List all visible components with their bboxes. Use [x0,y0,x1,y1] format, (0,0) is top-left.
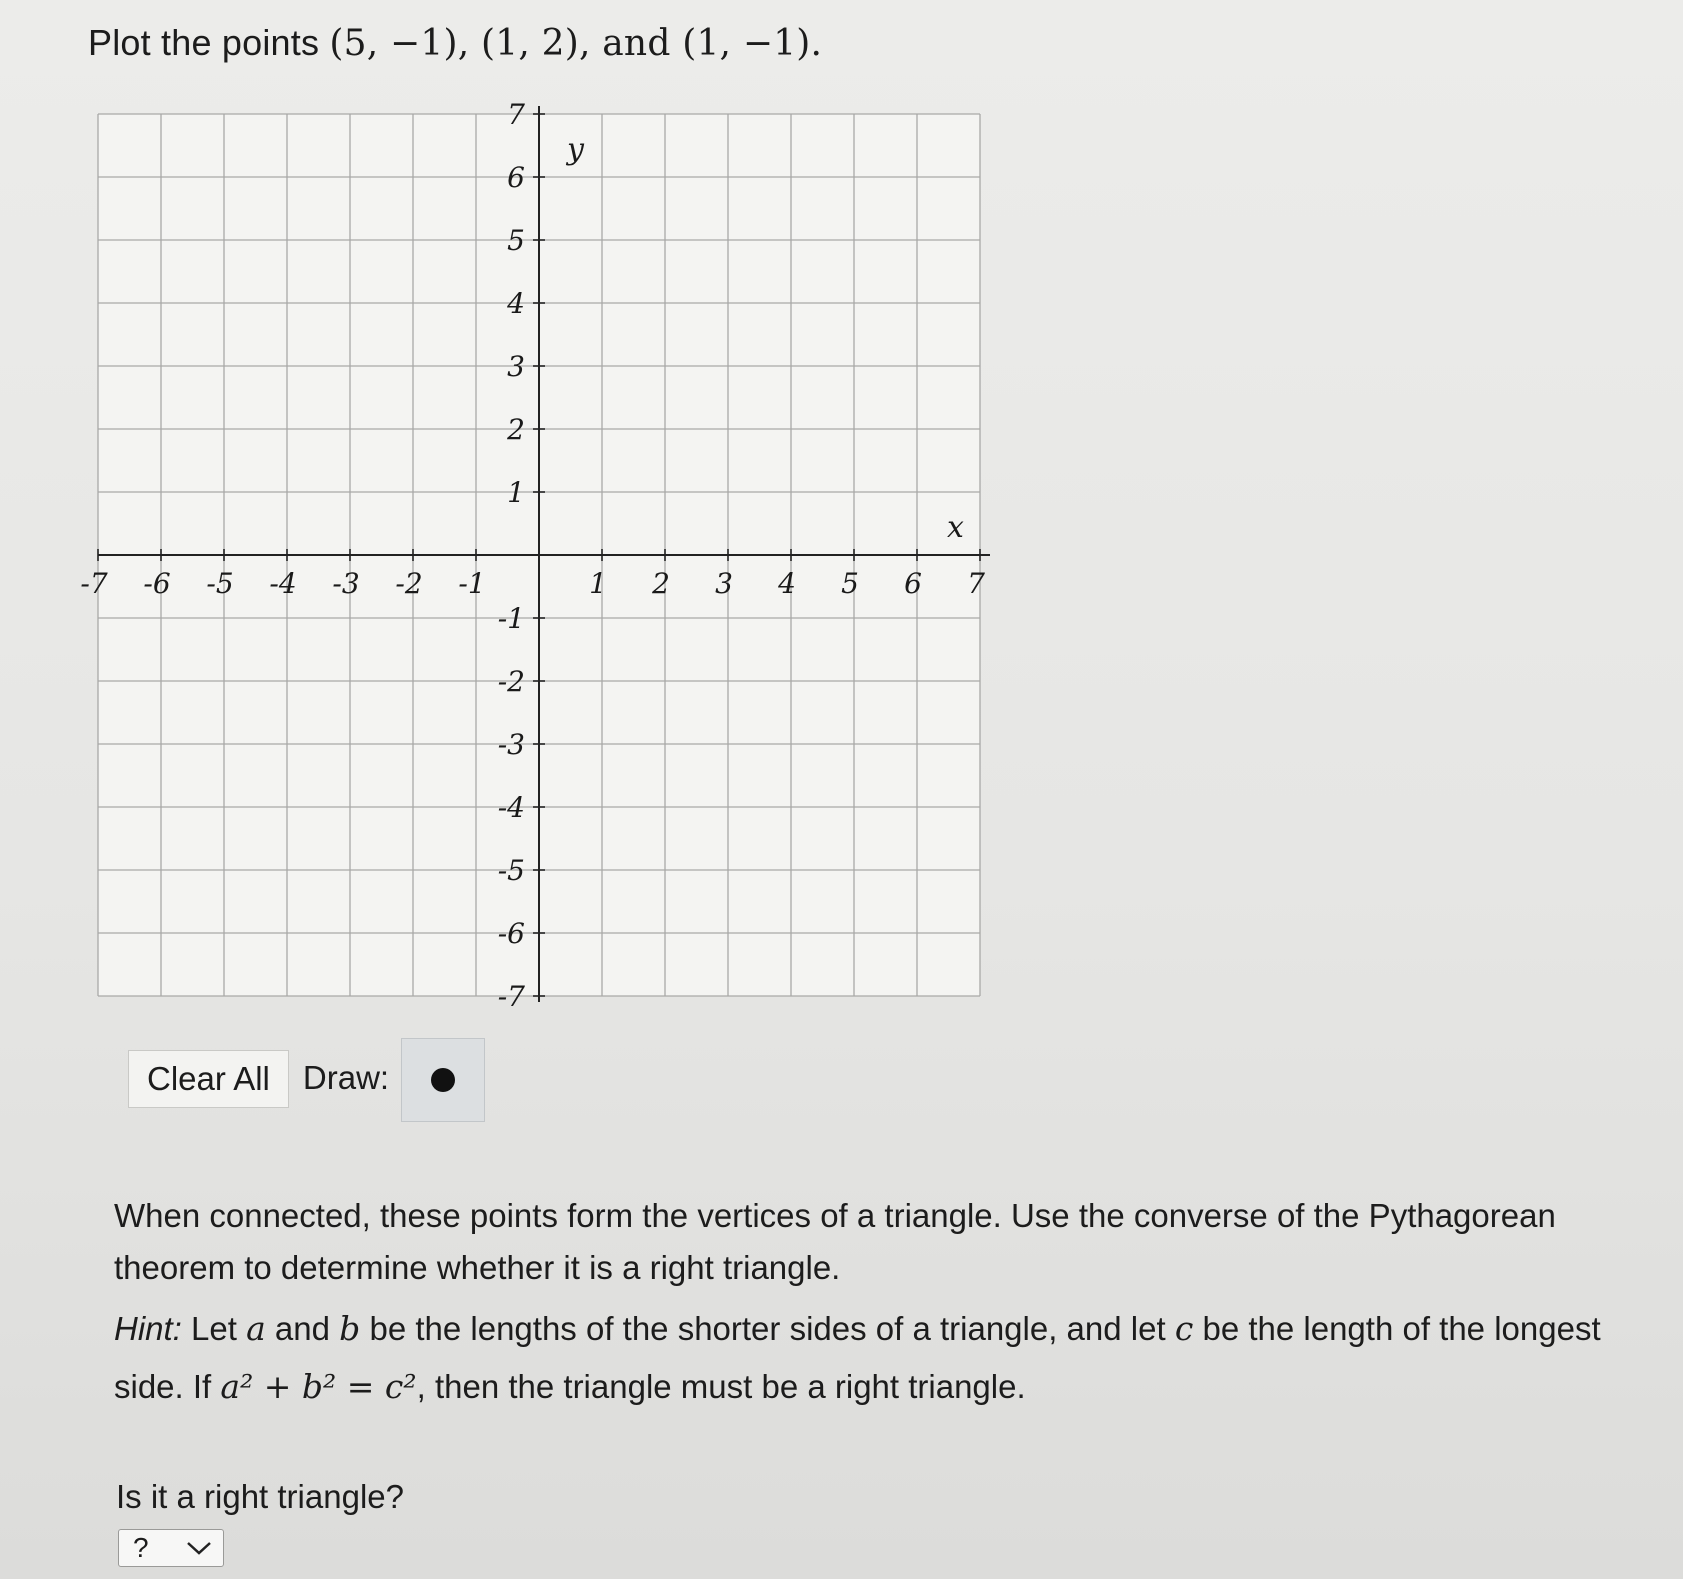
x-tick-label: 1 [589,567,607,600]
hint-var-c: c [1174,1309,1194,1348]
x-tick-label: -5 [206,567,234,600]
y-tick-label: -7 [497,980,525,1013]
y-tick-label: -4 [497,791,525,824]
hint-text: and [265,1310,340,1347]
hint-text: be the length of the longest side. If [114,1310,1601,1405]
chevron-down-icon [185,1539,213,1557]
question-text: Plot the points [88,22,330,63]
right-triangle-select[interactable] [118,1529,224,1567]
question-title [88,22,822,64]
hint-var-b: b [339,1309,361,1348]
x-tick-label: 5 [841,567,859,600]
x-tick-label: -2 [395,567,423,600]
x-tick-label: -4 [269,567,297,600]
y-tick-label: -5 [497,854,525,887]
hint-text: Let [181,1310,247,1347]
y-tick-label: 3 [507,350,525,383]
draw-label: Draw: [302,1059,390,1096]
hint-text: be the lengths of the shorter sides of a triangle, and let [360,1310,1175,1347]
x-tick-label: 3 [715,567,733,600]
graph-toolbar [128,1038,485,1122]
hint-var-a: a [246,1309,266,1348]
y-tick-label: 7 [507,98,525,131]
y-tick-label: 5 [507,224,525,257]
y-tick-label: 6 [507,161,525,194]
x-tick-label: -1 [458,567,486,600]
y-tick-label: -6 [497,917,525,950]
instructions-paragraph: When connected, these points form the vertices of a triangle. Use the converse of the Pythagorean theorem to determine whether it is a right triangle. [114,1197,1556,1286]
x-tick-label: -6 [143,567,171,600]
hint-text: , then the triangle must be a right triangle. [416,1368,1026,1405]
x-axis-label: x [947,510,964,545]
point-dot-icon [431,1068,455,1092]
question-points: (5, −1), (1, 2), and (1, −1). [329,23,823,64]
x-tick-label: 4 [778,567,796,600]
hint-paragraph [114,1300,1654,1416]
answer-question-label: Is it a right triangle? [116,1478,404,1515]
x-tick-label: -3 [332,567,360,600]
x-tick-label: 7 [967,567,985,600]
select-value: ? [133,1532,149,1563]
y-tick-label: 2 [507,413,525,446]
draw-point-tool-button[interactable] [401,1038,485,1122]
x-tick-label: 6 [904,567,922,600]
y-tick-label: 4 [507,287,525,320]
clear-all-button[interactable]: Clear All [128,1050,289,1108]
x-tick-label: -7 [80,567,108,600]
y-tick-label: -1 [497,602,525,635]
y-tick-label: -2 [497,665,525,698]
hint-formula: a² + b² = c² [220,1367,417,1406]
hint-label: Hint: [114,1310,182,1347]
y-axis-label: y [567,132,584,167]
y-tick-label: 1 [507,476,525,509]
y-tick-label: -3 [497,728,525,761]
x-tick-label: 2 [652,567,670,600]
coordinate-grid[interactable] [80,98,1020,1040]
